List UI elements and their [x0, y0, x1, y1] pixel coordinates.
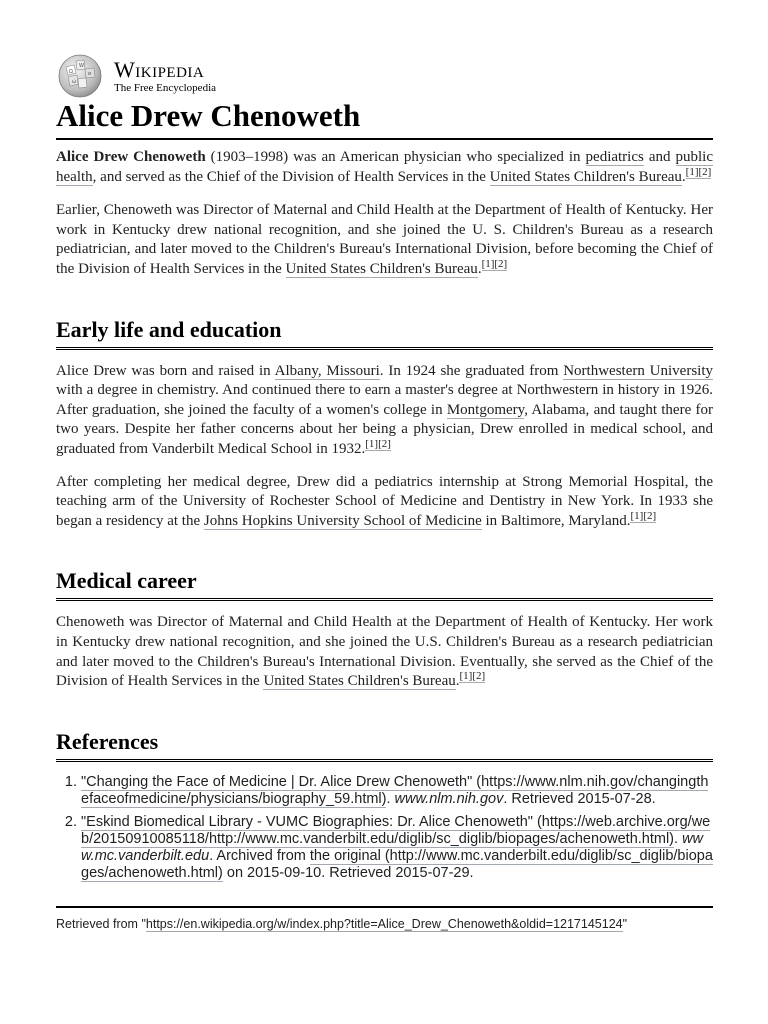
lead-text: and — [643, 149, 676, 165]
link-johns-hopkins[interactable]: Johns Hopkins University School of Medicine — [203, 512, 482, 529]
intro-paragraph-2 — [56, 201, 713, 279]
early-life-paragraph-2 — [56, 473, 713, 532]
para-text: in Baltimore, Maryland. — [481, 512, 631, 529]
cite-1-link[interactable]: [1] — [459, 670, 473, 683]
cite-2-link[interactable]: [2] — [472, 670, 486, 683]
cite-1-link[interactable]: [1] — [685, 165, 699, 178]
reference-2-link[interactable]: "Eskind Biomedical Library - VUMC Biographies: Dr. Alice Chenoweth" (https://web.archive.org/web/20150910085118/http://www.mc.vanderbilt.edu/diglib/sc_diglib/biopages/achenoweth.html) — [81, 813, 711, 847]
citation — [630, 510, 656, 523]
footer-suffix: " — [622, 917, 628, 931]
para-text: . — [477, 260, 482, 277]
para-text: Alice Drew was born and raised in — [56, 362, 275, 379]
wordmark-title: Wikipedia — [114, 56, 205, 82]
para-text: , Alabama, and taught there for two years. Despite her father concerns about her being a physician, Drew enrolled in medical school, and graduated from Vanderbilt Medical School in 1932. — [56, 401, 714, 457]
link-albany-missouri[interactable]: Albany, Missouri — [274, 362, 380, 379]
link-pediatrics[interactable]: pediatrics — [585, 149, 644, 165]
lead-text: . — [681, 168, 686, 185]
reference-2-original-link[interactable]: the original (http://www.mc.vanderbilt.edu/diglib/sc_diglib/biopages/achenoweth.html) — [81, 847, 713, 881]
retrieved-from-footer — [56, 906, 713, 931]
link-northwestern-university[interactable]: Northwestern University — [563, 362, 714, 379]
reference-1-publisher: www.nlm.nih.gov — [394, 790, 504, 807]
heading-references: References — [56, 729, 713, 762]
para-text: . — [455, 673, 460, 690]
reference-item — [81, 774, 713, 808]
svg-text:Ω: Ω — [69, 69, 73, 75]
reference-2-publisher: www.mc.vanderbilt.edu — [81, 830, 704, 864]
section-medical-career — [56, 568, 713, 691]
citation — [482, 258, 508, 271]
heading-medical-career: Medical career — [56, 568, 713, 601]
ref-text: . — [386, 790, 395, 807]
ref-text: . Archived from — [209, 847, 310, 864]
citation — [365, 438, 391, 451]
reference-item — [81, 814, 713, 882]
svg-text:ώ: ώ — [72, 79, 77, 85]
ref-text: . Retrieved 2015-07-28. — [503, 790, 656, 807]
link-public-health[interactable]: public health — [56, 149, 713, 185]
wordmark-tagline: The Free Encyclopedia — [114, 81, 217, 94]
section-references — [56, 729, 713, 882]
link-childrens-bureau[interactable]: United States Children's Bureau — [263, 673, 456, 690]
lead-paragraph — [56, 148, 713, 187]
svg-text:W: W — [79, 63, 84, 69]
article — [56, 98, 713, 888]
cite-1-link[interactable]: [1] — [630, 509, 644, 522]
heading-early-life: Early life and education — [56, 317, 713, 350]
lead-text: (1903–1998) was an American physician who specialized in — [205, 149, 586, 165]
para-text: After completing her medical degree, Drew did a pediatrics internship at Strong Memorial Hospital, the teaching arm of the University of Rochester School of Medicine and Dentistry in New York. In 1933 she began a residency at the — [56, 473, 713, 529]
footer-prefix: Retrieved from " — [56, 917, 146, 931]
cite-1-link[interactable]: [1] — [481, 257, 495, 270]
lead-bold-name: Alice Drew Chenoweth — [56, 149, 206, 165]
cite-2-link[interactable]: [2] — [643, 509, 657, 522]
footer-permalink[interactable]: https://en.wikipedia.org/w/index.php?title=Alice_Drew_Chenoweth&oldid=1217145124 — [145, 917, 623, 931]
page-title: Alice Drew Chenoweth — [56, 98, 713, 140]
reference-1-link[interactable]: "Changing the Face of Medicine | Dr. Alice Drew Chenoweth" (https://www.nlm.nih.gov/changingthefaceofmedicine/physicians/biography_59.html) — [81, 773, 709, 807]
ref-text: on 2015-09-10. Retrieved 2015-07-29. — [222, 864, 474, 881]
wikipedia-brand[interactable] — [56, 52, 216, 100]
cite-2-link[interactable]: [2] — [698, 165, 712, 178]
para-text: with a degree in chemistry. And continued there to earn a master's degree at Northwestern in history in 1926. After graduation, she joined the faculty of a women's college in — [56, 382, 713, 418]
link-childrens-bureau[interactable]: United States Children's Bureau — [285, 260, 478, 277]
cite-2-link[interactable]: [2] — [378, 437, 391, 450]
lead-text: , and served as the Chief of the Division of Health Services in the — [92, 168, 490, 185]
para-text: Earlier, Chenoweth was Director of Maternal and Child Health at the Department of Health of Kentucky. Her work in Kentucky drew national recognition, and she joined the U. S. Children's Bureau as a research pediatrician, and later moved to the Children's Bureau's International Division, before becoming the Chief of the Division of Health Services in the — [56, 202, 713, 277]
cite-2-link[interactable]: [2] — [494, 257, 508, 270]
svg-text:и: и — [88, 71, 92, 77]
link-montgomery[interactable]: Montgomery — [446, 401, 525, 418]
link-childrens-bureau[interactable]: United States Children's Bureau — [489, 168, 682, 185]
career-paragraph — [56, 613, 713, 691]
citation — [686, 166, 712, 179]
para-text: Chenoweth was Director of Maternal and Child Health at the Department of Health of Kentucky. Her work in Kentucky drew national recognition, and she joined the U.S. Children's Bureau as a research pediatrician and later moved to the Children's Bureau's International Division. Eventually, she served as the Chief of the Division of Health Services in the — [56, 614, 713, 690]
wordmark — [114, 56, 217, 94]
ref-text: . — [674, 830, 683, 847]
section-early-life — [56, 317, 713, 532]
wikipedia-globe-logo — [56, 53, 106, 99]
para-text: . In 1924 she graduated from — [379, 362, 564, 379]
references-list — [56, 774, 713, 882]
cite-1-link[interactable]: [1] — [365, 437, 379, 450]
early-life-paragraph-1 — [56, 362, 713, 460]
citation — [459, 670, 485, 683]
